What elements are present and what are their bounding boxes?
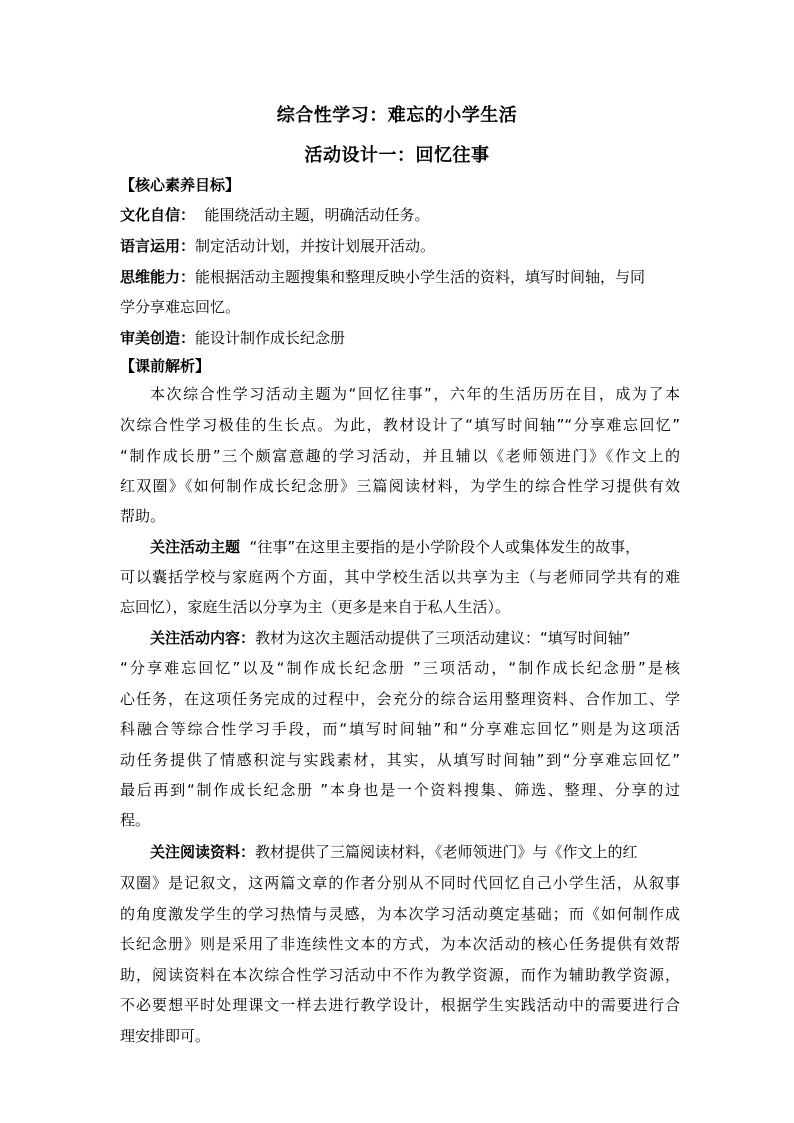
paragraph-line: 本次综合性学习活动主题为“回忆往事”，六年的生活历历在目，成为了本 xyxy=(150,385,680,403)
goal-label: 审美创造： xyxy=(120,329,196,347)
goal-item xyxy=(120,327,680,349)
goal-label: 语言运用： xyxy=(120,237,196,255)
section-heading-analysis: 【课前解析】 xyxy=(120,357,211,375)
paragraph-line: 科融合等综合性学习手段，而“填写时间轴”和“分享难忘回忆”则是为这项活 xyxy=(120,720,680,738)
goal-text: 能根据活动主题搜集和整理反映小学生活的资料，填写时间轴，与同 xyxy=(195,268,646,286)
paragraph-line xyxy=(150,536,680,558)
paragraph-line: 最后再到“制作成长纪念册 ”本身也是一个资料搜集、筛选、整理、分享的过 xyxy=(120,781,680,799)
goal-text: 能设计制作成长纪念册 xyxy=(195,329,346,347)
paragraph-line: 心任务，在这项任务完成的过程中，会充分的综合运用整理资料、合作加工、学 xyxy=(120,690,680,708)
paragraph-line: 不必要想平时处理课文一样去进行教学设计，根据学生实践活动中的需要进行合 xyxy=(120,996,680,1014)
page-subtitle: 活动设计一：回忆往事 xyxy=(304,145,490,166)
goal-item xyxy=(120,235,680,257)
paragraph-text: “往事”在这里主要指的是小学阶段个人或集体发生的故事， xyxy=(240,538,641,556)
goal-item xyxy=(120,266,680,288)
paragraph-line: 程。 xyxy=(120,811,151,829)
paragraph-label: 关注活动内容： xyxy=(150,629,256,647)
goal-label: 文化自信： xyxy=(120,206,196,224)
paragraph-line: 的角度激发学生的学习热情与灵感，为本次学习活动奠定基础；而《如何制作成 xyxy=(120,905,680,923)
paragraph-label: 关注阅读资料： xyxy=(150,843,256,861)
paragraph-line: 红双圈》《如何制作成长纪念册》三篇阅读材料，为学生的综合性学习提供有效 xyxy=(120,477,680,495)
paragraph-line: 忘回忆），家庭生活以分享为主（更多是来自于私人生活）。 xyxy=(120,598,511,616)
paragraph-line: 助，阅读资料在本次综合性学习活动中不作为教学资源，而作为辅助教学资源， xyxy=(120,966,680,984)
paragraph-label: 关注活动主题 xyxy=(150,538,241,556)
paragraph-line xyxy=(150,627,680,649)
goal-label: 思维能力： xyxy=(120,268,196,286)
paragraph-text: 教材提供了三篇阅读材料，《老师领进门》与《作文上的红 xyxy=(255,843,638,861)
paragraph-line: 次综合性学习极佳的生长点。为此，教材设计了“填写时间轴”“分享难忘回忆” xyxy=(120,416,680,434)
goal-text: 能围绕活动主题，明确活动任务。 xyxy=(195,206,430,224)
paragraph-line: 帮助。 xyxy=(120,507,166,525)
goal-item xyxy=(120,204,680,226)
paragraph-line: 长纪念册》则是采用了非连续性文本的方式，为本次活动的核心任务提供有效帮 xyxy=(120,935,680,953)
section-heading-core-goals: 【核心素养目标】 xyxy=(120,176,241,194)
paragraph-line: 理安排即可。 xyxy=(120,1027,211,1045)
paragraph-line: 可以囊括学校与家庭两个方面，其中学校生活以共享为主（与老师同学共有的难 xyxy=(120,568,680,586)
paragraph-text: 教材为这次主题活动提供了三项活动建议：“填写时间轴” xyxy=(255,629,631,647)
paragraph-line: 动任务提供了情感积淀与实践素材，其实，从填写时间轴”到“分享难忘回忆” xyxy=(120,751,680,769)
paragraph-line: “分享难忘回忆”以及“制作成长纪念册 ”三项活动，“制作成长纪念册”是核 xyxy=(120,659,680,677)
paragraph-line xyxy=(150,841,680,863)
page-title: 综合性学习：难忘的小学生活 xyxy=(276,105,518,126)
goal-text: 制定活动计划，并按计划展开活动。 xyxy=(195,237,436,255)
paragraph-line: 双圈》是记叙文，这两篇文章的作者分别从不同时代回忆自己小学生活，从叙事 xyxy=(120,874,680,892)
paragraph-line: “制作成长册”三个颇富意趣的学习活动，并且辅以《老师领进门》《作文上的 xyxy=(120,447,680,465)
goal-text-continued: 学分享难忘回忆。 xyxy=(120,298,241,316)
